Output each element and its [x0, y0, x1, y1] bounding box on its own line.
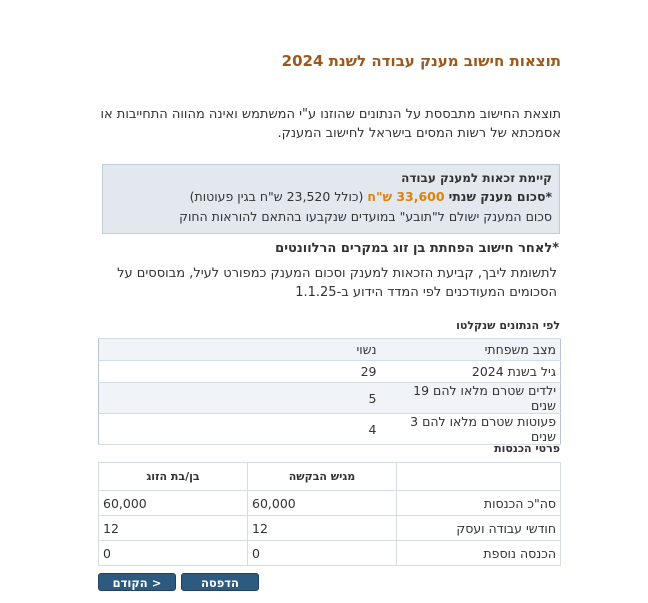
print-button[interactable]: הדפסה [181, 573, 259, 591]
row-value: 5 [99, 383, 381, 414]
spouse-value: 12 [99, 516, 248, 541]
row-value: 4 [99, 414, 381, 445]
table-row [99, 414, 561, 445]
col-header-spouse: בן/בת הזוג [99, 463, 248, 491]
index-note: לתשומת ליבך, קביעת הזכאות למענק וסכום המענק כמפורט לעיל, מבוססים על הסכומים המעודכנים לפי המדד הידוע ב-1.1.25 [117, 266, 557, 300]
row-label: חודשי עבודה ועסק [397, 516, 561, 541]
row-label: פעוטות שטרם מלאו להם 3 שנים [381, 414, 561, 445]
page-title: תוצאות חישוב מענק עבודה לשנת 2024 [281, 52, 561, 70]
table-row [99, 383, 561, 414]
table-row [99, 541, 561, 566]
spouse-value: 0 [99, 541, 248, 566]
spouse-reduction-heading: *לאחר חישוב הפחתת בן זוג במקרים הרלוונטים [275, 241, 559, 256]
row-label: מצב משפחתי [381, 339, 561, 361]
applicant-value: 60,000 [248, 491, 397, 516]
applicant-value: 0 [248, 541, 397, 566]
table-row [99, 339, 561, 361]
result-heading: קיימת זכאות למענק עבודה [401, 171, 552, 185]
income-section-title: פרטי הכנסות [494, 442, 560, 455]
row-label: ילדים שטרם מלאו להם 19 שנים [381, 383, 561, 414]
row-value: נשוי [99, 339, 381, 361]
row-label: סה"כ הכנסות [397, 491, 561, 516]
table-header-row [99, 463, 561, 491]
disclaimer-text: תוצאת החישוב מתבססת על הנתונים שהוזנו ע"י המשתמש ואינה מהווה התחייבות או אסמכתא של רשות המסים בישראל לחישוב המענק. [100, 107, 561, 141]
col-header-applicant: מגיש הבקשה [248, 463, 397, 491]
header-empty [397, 463, 561, 491]
row-label: גיל בשנת 2024 [381, 361, 561, 383]
table-row [99, 516, 561, 541]
result-box [102, 164, 560, 234]
result-amount-line [109, 187, 552, 207]
amount-details: (כולל 23,520 ש"ח בגין פעוטות) [189, 189, 364, 204]
applicant-value: 12 [248, 516, 397, 541]
income-table [98, 462, 561, 566]
payment-note: סכום המענק ישולם ל"תובע" במועדים שנקבעו בהתאם להוראות החוק [179, 209, 552, 224]
row-label: הכנסה נוספת [397, 541, 561, 566]
results-page [98, 0, 563, 603]
grant-amount: 33,600 ש"ח [367, 189, 445, 204]
row-value: 29 [99, 361, 381, 383]
back-button[interactable]: < הקודם [98, 573, 176, 591]
inputs-section-title: לפי הנתונים שנקלטו [456, 319, 560, 332]
inputs-table [98, 338, 561, 445]
table-row [99, 361, 561, 383]
spouse-value: 60,000 [99, 491, 248, 516]
table-row [99, 491, 561, 516]
amount-prefix: *סכום מענק שנתי [448, 189, 552, 204]
